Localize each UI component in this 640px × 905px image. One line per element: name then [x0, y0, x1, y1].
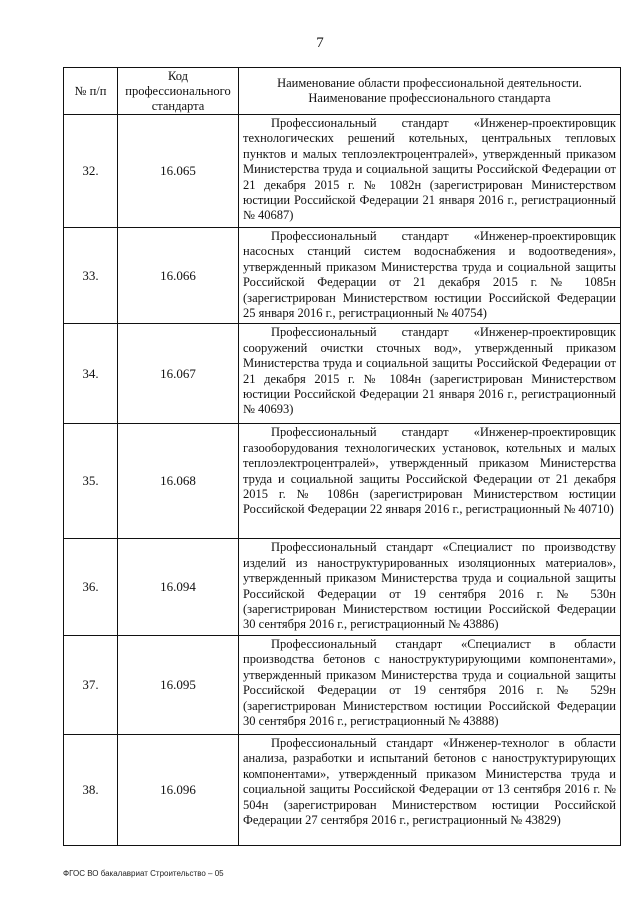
row-code: 16.065: [118, 115, 239, 228]
row-num: 32.: [64, 115, 118, 228]
header-code: Код профессионального стандарта: [118, 68, 239, 115]
table-row: [64, 228, 621, 324]
row-standard-name: Профессиональный стандарт «Инженер-проектировщик технологических решений котельных, центральных тепловых пунктов и малых теплоэлектроцентралей», утвержденный приказом Министерства труда и социальной защиты Российской Федерации от 21 декабря 2015 г. № 1082н (зарегистрирован Министерством юстиции Российской Федерации 21 января 2016 г., регистрационный № 40687): [239, 115, 621, 228]
row-code: 16.066: [118, 228, 239, 324]
row-num: 35.: [64, 424, 118, 539]
row-num: 34.: [64, 324, 118, 424]
table-row: [64, 424, 621, 539]
table-row: [64, 635, 621, 734]
row-num: 36.: [64, 539, 118, 635]
row-standard-name: Профессиональный стандарт «Инженер-проектировщик насосных станций систем водоснабжения и водоотведения», утвержденный приказом Министерства труда и социальной защиты Российской Федерации от 21 декабря 2015 г. № 1085н (зарегистрирован Министерством юстиции Российской Федерации 25 января 2016 г., регистрационный № 40754): [239, 228, 621, 324]
row-code: 16.094: [118, 539, 239, 635]
header-num: № п/п: [64, 68, 118, 115]
table-row: [64, 539, 621, 635]
table-header-row: [64, 68, 621, 115]
header-name: Наименование области профессиональной деятельности. Наименование профессионального стандарта: [239, 68, 621, 115]
row-standard-name: Профессиональный стандарт «Инженер-технолог в области анализа, разработки и испытаний бетонов с наноструктурирующих компонентами», утвержденный приказом Министерства труда и социальной защиты Российской Федерации от 13 сентября 2016 г. № 504н (зарегистрирован Министерством юстиции Российской Федерации 27 сентября 2016 г., регистрационный № 43829): [239, 734, 621, 845]
professional-standards-table: [63, 67, 621, 846]
table-row: [64, 324, 621, 424]
page-number: 7: [316, 35, 324, 51]
row-standard-name: Профессиональный стандарт «Инженер-проектировщик газооборудования технологических установок, котельных и малых теплоэлектроцентралей», утвержденный приказом Министерства труда и социальной защиты Российской Федерации от 21 декабря 2015 г. № 1086н (зарегистрирован Министерством юстиции Российской Федерации 22 января 2016 г., регистрационный № 40710): [239, 424, 621, 539]
page-footer: ФГОС ВО бакалавриат Строительство – 05: [63, 869, 224, 878]
row-code: 16.068: [118, 424, 239, 539]
row-code: 16.095: [118, 635, 239, 734]
row-code: 16.096: [118, 734, 239, 845]
row-standard-name: Профессиональный стандарт «Инженер-проектировщик сооружений очистки сточных вод», утвержденный приказом Министерства труда и социальной защиты Российской Федерации от 21 декабря 2015 г. № 1084н (зарегистрирован Министерством юстиции Российской Федерации 21 января 2016 г., регистрационный № 40693): [239, 324, 621, 424]
row-num: 33.: [64, 228, 118, 324]
table-row: [64, 734, 621, 845]
row-code: 16.067: [118, 324, 239, 424]
row-standard-name: Профессиональный стандарт «Специалист в области производства бетонов с наноструктурирующими компонентами», утвержденный приказом Министерства труда и социальной защиты Российской Федерации от 19 сентября 2016 г. № 529н (зарегистрирован Министерством юстиции Российской Федерации 30 сентября 2016 г., регистрационный № 43888): [239, 635, 621, 734]
table-row: [64, 115, 621, 228]
row-standard-name: Профессиональный стандарт «Специалист по производству изделий из наноструктурированных изоляционных материалов», утвержденный приказом Министерства труда и социальной защиты Российской Федерации от 19 сентября 2016 г. № 530н (зарегистрирован Министерством юстиции Российской Федерации 30 сентября 2016 г., регистрационный № 43886): [239, 539, 621, 635]
row-num: 37.: [64, 635, 118, 734]
row-num: 38.: [64, 734, 118, 845]
